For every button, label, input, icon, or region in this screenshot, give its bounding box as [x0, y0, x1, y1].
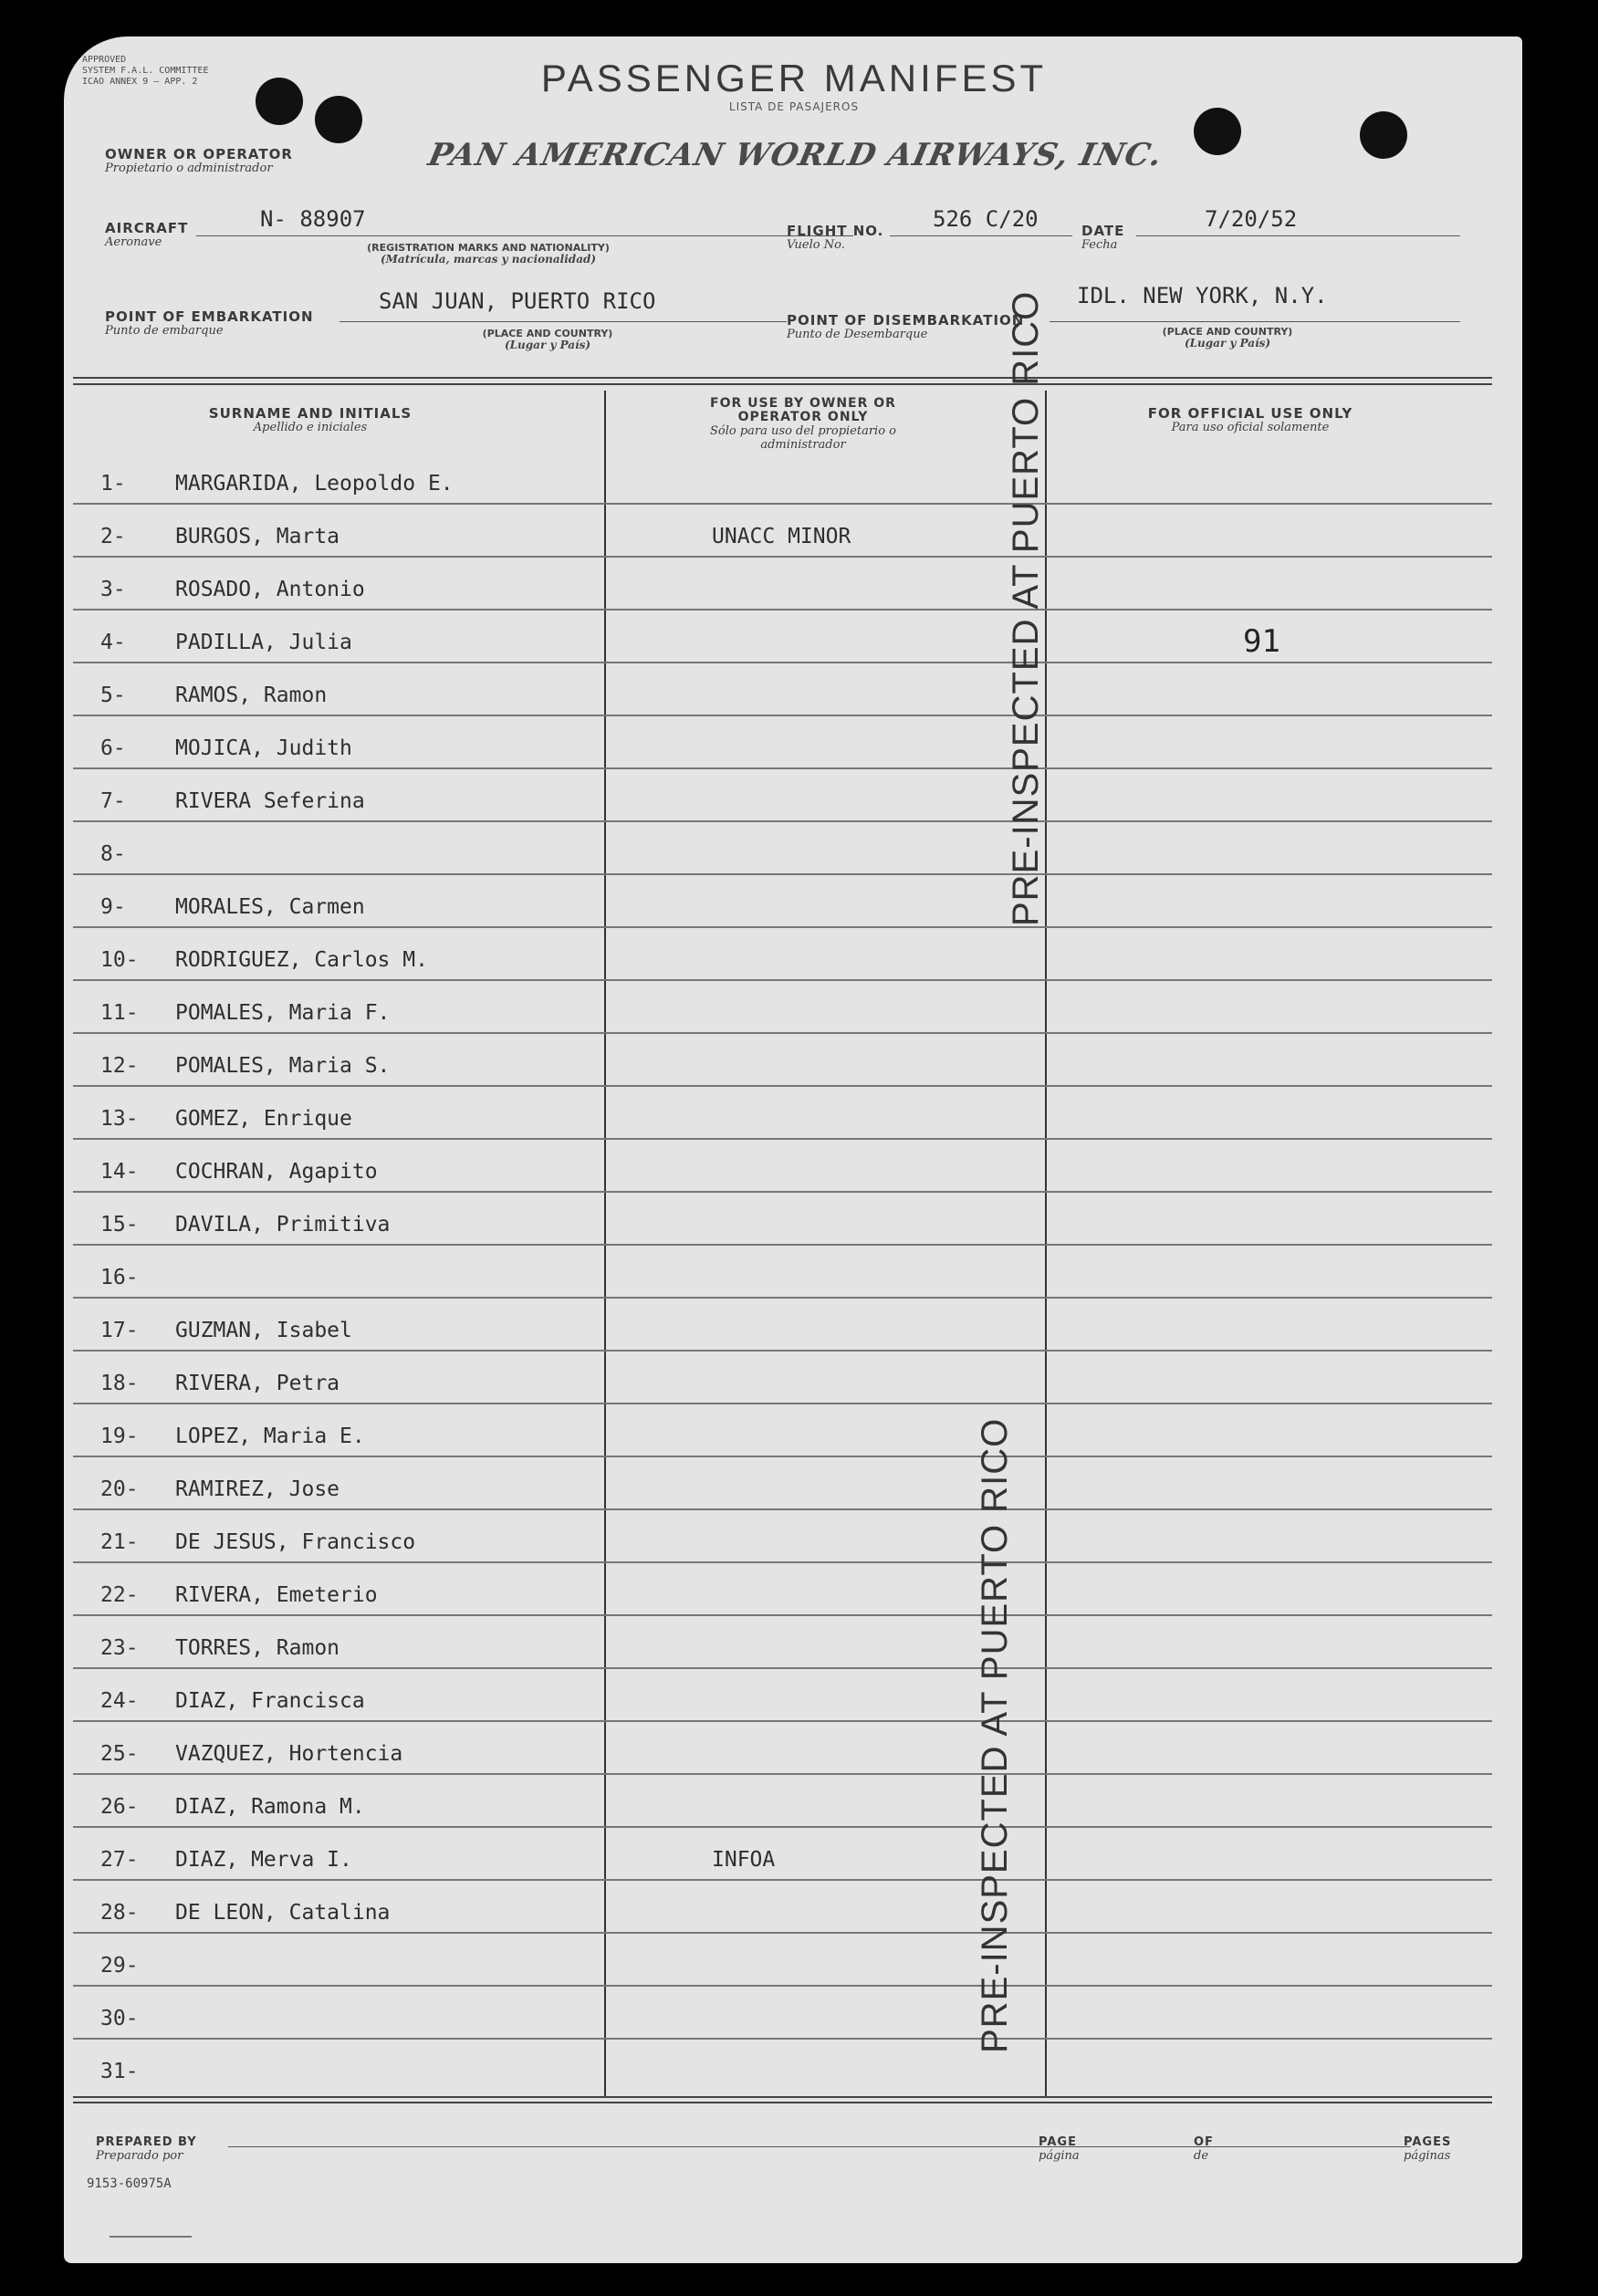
passenger-name: VAZQUEZ, Hortencia	[175, 1742, 403, 1766]
table-bottom-rule	[73, 2096, 1492, 2098]
operator-name: PAN AMERICAN WORLD AIRWAYS, INC.	[424, 137, 1166, 173]
document-title	[520, 57, 1068, 113]
table-row	[73, 769, 1492, 822]
owner-label	[105, 148, 293, 175]
table-row	[73, 822, 1492, 875]
row-number: 8-	[100, 842, 126, 866]
owner-label-es: Propietario o administrador	[105, 162, 273, 175]
table-row	[73, 1193, 1492, 1246]
of-underline	[1219, 2146, 1411, 2147]
row-number: 4-	[100, 631, 126, 654]
flight-label	[787, 224, 883, 252]
disembark-label-text: POINT OF DISEMBARKATION	[787, 312, 1025, 329]
aircraft-label-es: Aeronave	[105, 235, 162, 249]
passenger-name: DE LEON, Catalina	[175, 1901, 391, 1925]
page-label	[1039, 2135, 1080, 2163]
passenger-name: DIAZ, Merva I.	[175, 1848, 352, 1872]
row-number: 24-	[100, 1689, 139, 1713]
aircraft-sub-text: (REGISTRATION MARKS AND NATIONALITY)	[367, 242, 610, 254]
table-row	[73, 1034, 1492, 1087]
date-label	[1081, 224, 1124, 252]
punch-hole	[1360, 111, 1407, 159]
punch-hole	[1194, 108, 1241, 155]
page-label-text: PAGE	[1039, 2135, 1077, 2149]
aircraft-label	[105, 222, 188, 249]
pages-label-es: páginas	[1404, 2149, 1451, 2163]
passenger-name: DE JESUS, Francisco	[175, 1530, 416, 1554]
flight-label-text: FLIGHT NO.	[787, 223, 884, 239]
table-row	[73, 1775, 1492, 1828]
table-top-rule	[73, 383, 1492, 385]
passenger-name: GUZMAN, Isabel	[175, 1319, 352, 1342]
passenger-name: COCHRAN, Agapito	[175, 1160, 378, 1184]
owner-note: INFOA	[712, 1848, 776, 1872]
table-row	[73, 1616, 1492, 1669]
row-number: 2-	[100, 525, 126, 548]
aircraft-underline	[196, 235, 853, 236]
approval-note-line: ICAO ANNEX 9 — APP. 2	[82, 77, 198, 87]
row-number: 26-	[100, 1795, 139, 1819]
row-number: 30-	[100, 2007, 139, 2030]
flight-label-es: Vuelo No.	[787, 238, 845, 252]
row-number: 16-	[100, 1266, 139, 1289]
owner-label-text: OWNER OR OPERATOR	[105, 146, 293, 162]
title-subtitle: LISTA DE PASAJEROS	[728, 100, 860, 113]
col-header-owner-es: Sólo para uso del propietario o administrador	[710, 424, 896, 452]
table-top-rule	[73, 377, 1492, 379]
passenger-name: TORRES, Ramon	[175, 1636, 340, 1660]
disembark-label-es: Punto de Desembarque	[787, 328, 928, 341]
table-row	[73, 2040, 1492, 2092]
approval-note	[82, 55, 208, 88]
pages-label-text: PAGES	[1404, 2135, 1452, 2149]
embark-sub	[456, 329, 639, 350]
table-row	[73, 928, 1492, 981]
passenger-name: DAVILA, Primitiva	[175, 1213, 391, 1237]
passenger-name: PADILLA, Julia	[175, 631, 352, 654]
of-label	[1194, 2135, 1214, 2163]
row-number: 25-	[100, 1742, 139, 1766]
col-header-surname-es: Apellido e iniciales	[253, 421, 368, 434]
passenger-name: RODRIGUEZ, Carlos M.	[175, 948, 428, 972]
footer-dash	[110, 2236, 192, 2238]
passenger-name: RIVERA, Petra	[175, 1372, 340, 1395]
prepared-by-label	[96, 2135, 197, 2163]
passenger-name: MORALES, Carmen	[175, 895, 365, 919]
table-row	[73, 875, 1492, 928]
row-number: 17-	[100, 1319, 139, 1342]
approval-note-line: APPROVED	[82, 55, 127, 65]
preinspection-stamp: PRE-INSPECTED AT PUERTO RICO	[1006, 290, 1046, 926]
col-header-owner	[671, 397, 935, 452]
date-underline	[1136, 235, 1460, 236]
table-row	[73, 1881, 1492, 1934]
row-number: 9-	[100, 895, 126, 919]
aircraft-sub	[338, 243, 639, 265]
table-row	[73, 1246, 1492, 1299]
flight-underline	[890, 235, 1072, 236]
punch-hole	[256, 78, 303, 125]
passenger-name: MOJICA, Judith	[175, 736, 352, 760]
row-number: 6-	[100, 736, 126, 760]
passenger-name: RIVERA Seferina	[175, 789, 365, 813]
table-row	[73, 716, 1492, 769]
disembark-label	[787, 314, 1024, 341]
table-row	[73, 1457, 1492, 1510]
approval-note-line: SYSTEM F.A.L. COMMITTEE	[82, 66, 209, 76]
prepared-by-underline	[228, 2146, 1095, 2147]
disembark-sub-es: (Lugar y País)	[1184, 337, 1271, 350]
passenger-name: DIAZ, Ramona M.	[175, 1795, 365, 1819]
col-header-surname	[128, 406, 493, 435]
disembark-sub-text: (PLACE AND COUNTRY)	[1162, 326, 1293, 338]
passenger-name: GOMEZ, Enrique	[175, 1107, 352, 1131]
table-row	[73, 1510, 1492, 1563]
col-header-surname-text: SURNAME AND INITIALS	[208, 405, 413, 422]
title-text: PASSENGER MANIFEST	[540, 57, 1048, 99]
row-number: 19-	[100, 1425, 139, 1448]
prepared-by-text: PREPARED BY	[96, 2135, 197, 2149]
passenger-name: POMALES, Maria F.	[175, 1001, 391, 1025]
passenger-name: POMALES, Maria S.	[175, 1054, 391, 1078]
passenger-name: LOPEZ, Maria E.	[175, 1425, 365, 1448]
disembark-underline	[1050, 321, 1460, 322]
table-row	[73, 1987, 1492, 2040]
official-note: 91	[1243, 623, 1280, 660]
embark-label-text: POINT OF EMBARKATION	[105, 308, 314, 325]
embark-label	[105, 310, 314, 338]
date-label-text: DATE	[1081, 223, 1125, 239]
aircraft-sub-es: (Matrícula, marcas y nacionalidad)	[380, 253, 597, 266]
of-label-text: OF	[1194, 2135, 1214, 2149]
form-number: 9153-60975A	[87, 2176, 172, 2191]
table-row	[73, 558, 1492, 611]
disembark-sub	[1136, 327, 1319, 349]
table-bottom-rule	[73, 2102, 1492, 2103]
preinspection-stamp: PRE-INSPECTED AT PUERTO RICO	[975, 1417, 1015, 2053]
embark-underline	[339, 321, 787, 322]
embark-sub-text: (PLACE AND COUNTRY)	[482, 328, 613, 339]
aircraft-value: N- 88907	[260, 206, 366, 232]
passenger-name: RAMOS, Ramon	[175, 684, 328, 707]
table-row	[73, 1140, 1492, 1193]
row-number: 10-	[100, 948, 139, 972]
row-number: 1-	[100, 472, 126, 496]
table-row	[73, 1828, 1492, 1881]
row-number: 3-	[100, 578, 126, 601]
passenger-name: ROSADO, Antonio	[175, 578, 365, 601]
table-row	[73, 1669, 1492, 1722]
table-row	[73, 1299, 1492, 1352]
passenger-name: RAMIREZ, Jose	[175, 1477, 340, 1501]
col-header-official	[1095, 406, 1405, 435]
row-number: 7-	[100, 789, 126, 813]
row-number: 23-	[100, 1636, 139, 1660]
date-value: 7/20/52	[1205, 206, 1298, 232]
table-row	[73, 663, 1492, 716]
passenger-name: BURGOS, Marta	[175, 525, 340, 548]
col-header-official-text: FOR OFFICIAL USE ONLY	[1147, 405, 1353, 422]
passenger-name: RIVERA, Emeterio	[175, 1583, 378, 1607]
table-row	[73, 1722, 1492, 1775]
row-number: 15-	[100, 1213, 139, 1237]
row-number: 5-	[100, 684, 126, 707]
embark-sub-es: (Lugar y País)	[504, 339, 591, 351]
table-row	[73, 1352, 1492, 1404]
table-row	[73, 1087, 1492, 1140]
table-row	[73, 981, 1492, 1034]
row-number: 29-	[100, 1954, 139, 1978]
row-number: 18-	[100, 1372, 139, 1395]
date-label-es: Fecha	[1081, 238, 1118, 252]
col-header-owner-text: FOR USE BY OWNER OR OPERATOR ONLY	[710, 396, 896, 424]
table-row	[73, 452, 1492, 505]
page-label-es: página	[1039, 2149, 1080, 2163]
row-number: 14-	[100, 1160, 139, 1184]
punch-hole	[315, 96, 362, 143]
embark-value: SAN JUAN, PUERTO RICO	[379, 288, 656, 314]
table-row	[73, 1404, 1492, 1457]
passenger-name: MARGARIDA, Leopoldo E.	[175, 472, 454, 496]
row-number: 11-	[100, 1001, 139, 1025]
col-header-official-es: Para uso oficial solamente	[1171, 421, 1330, 434]
table-row	[73, 611, 1492, 663]
table-row	[73, 505, 1492, 558]
row-number: 20-	[100, 1477, 139, 1501]
row-number: 28-	[100, 1901, 139, 1925]
prepared-by-es: Preparado por	[96, 2149, 183, 2163]
aircraft-label-text: AIRCRAFT	[105, 220, 189, 236]
manifest-sheet	[64, 37, 1522, 2263]
row-number: 31-	[100, 2060, 139, 2083]
of-label-es: de	[1194, 2149, 1209, 2163]
embark-label-es: Punto de embarque	[105, 324, 224, 338]
row-number: 27-	[100, 1848, 139, 1872]
table-row	[73, 1934, 1492, 1987]
row-number: 12-	[100, 1054, 139, 1078]
pages-label	[1404, 2135, 1451, 2163]
row-number: 13-	[100, 1107, 139, 1131]
passenger-name: DIAZ, Francisca	[175, 1689, 365, 1713]
row-number: 21-	[100, 1530, 139, 1554]
owner-note: UNACC MINOR	[712, 525, 851, 548]
table-row	[73, 1563, 1492, 1616]
disembark-value: IDL. NEW YORK, N.Y.	[1077, 283, 1328, 308]
flight-value: 526 C/20	[933, 206, 1039, 232]
row-number: 22-	[100, 1583, 139, 1607]
